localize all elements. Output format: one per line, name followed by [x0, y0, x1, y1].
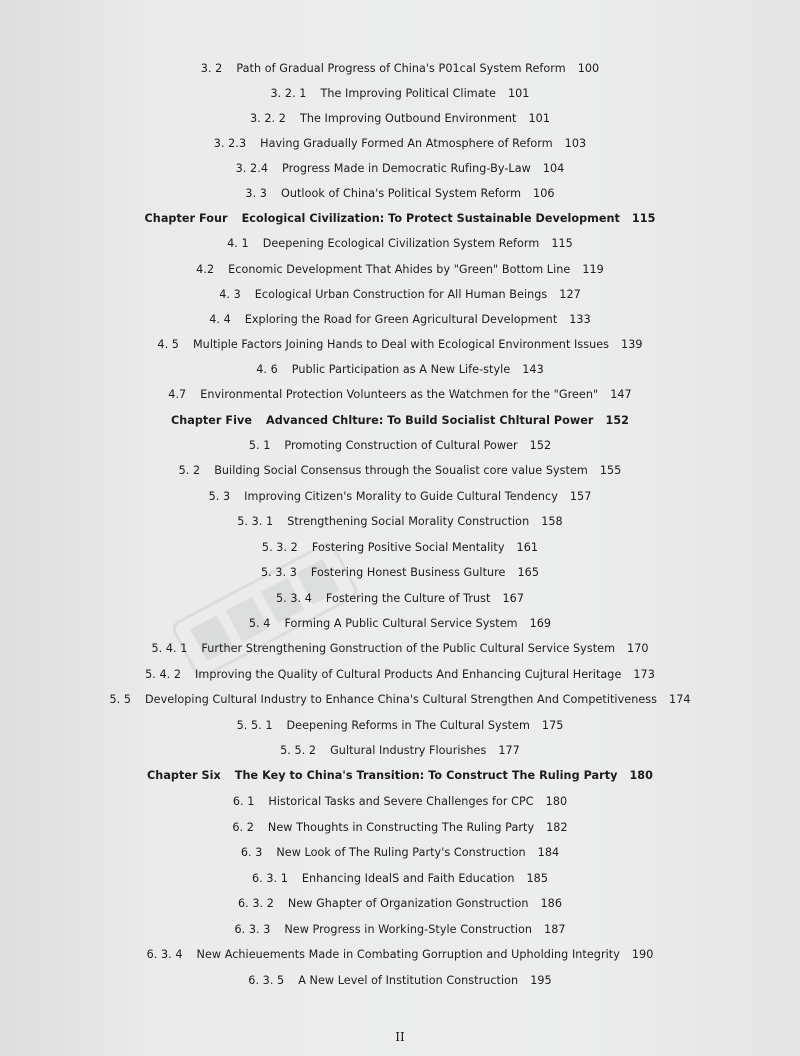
toc-entry-title: Ecological Civilization: To Protect Sustainable Development	[241, 212, 620, 225]
toc-entry-number: 3. 3	[245, 187, 267, 200]
toc-entry-number: 5. 3	[208, 490, 231, 503]
toc-entry-title: New Look of The Ruling Party's Construction	[276, 846, 526, 859]
toc-entry-title: Progress Made in Democratic Rufing-By-Law	[282, 162, 531, 175]
toc-entry-page: 115	[631, 212, 656, 225]
toc-entry	[0, 897, 800, 911]
toc-entry-number: 6. 2	[232, 821, 254, 834]
toc-entry	[0, 668, 800, 682]
toc-entry	[0, 974, 800, 988]
toc-entry	[0, 541, 800, 555]
toc-entry-number: 4.2	[196, 263, 215, 276]
toc-entry	[0, 338, 800, 352]
toc-entry-number: 5. 5. 1	[236, 719, 273, 732]
toc-entry	[0, 187, 800, 201]
toc-entry-page: 180	[629, 769, 653, 782]
toc-entry	[0, 464, 800, 478]
toc-entry-page: 170	[627, 642, 649, 655]
toc-entry-title: New Achieuements Made in Combating Gorruption and Upholding Integrity	[196, 948, 620, 961]
toc-entry-page: 174	[669, 693, 691, 706]
toc-entry-title: Enhancing IdealS and Faith Education	[301, 872, 515, 885]
toc-entry-number: 3. 2.4	[235, 162, 268, 175]
toc-entry-number: 6. 3. 4	[146, 948, 183, 961]
toc-entry-number: 4.7	[168, 388, 187, 401]
toc-entry-page: 177	[498, 744, 520, 757]
toc-entry-number: 5. 2	[178, 464, 201, 477]
toc-entry	[0, 490, 800, 504]
toc-entry	[0, 642, 800, 656]
toc-entry	[0, 923, 800, 937]
toc-entry-page: 115	[551, 237, 573, 250]
toc-entry-page: 169	[529, 617, 552, 630]
toc-entry-page: 182	[546, 821, 568, 834]
toc-entry-page: 139	[621, 338, 643, 351]
toc-entry-title: New Ghapter of Organization Gonstruction	[287, 897, 529, 910]
toc-entry-title: Deepening Ecological Civilization System Reform	[262, 237, 540, 250]
toc-entry	[0, 846, 800, 860]
toc-entry-title: Further Strengthening Gonstruction of the Public Cultural Service System	[201, 642, 616, 655]
toc-entry-number: 5. 4. 2	[145, 668, 182, 681]
toc-entry-title: Improving the Quality of Cultural Products And Enhancing Cujtural Heritage	[195, 668, 622, 681]
toc-entry-number: 6. 3. 2	[237, 897, 274, 910]
toc-entry-number: 5. 4	[248, 617, 271, 630]
toc-entry	[0, 62, 800, 76]
toc-entry-number: 6. 3	[240, 846, 263, 859]
toc-entry-page: 187	[544, 923, 566, 936]
toc-entry-number: 5. 1	[248, 439, 271, 452]
toc-entry	[0, 948, 800, 962]
toc-entry-title: The Improving Outbound Environment	[299, 112, 517, 125]
toc-entry-number: Chapter Four	[144, 212, 228, 225]
toc-entry-title: New Thoughts in Constructing The Ruling Party	[267, 821, 535, 834]
toc-entry-page: 190	[631, 948, 654, 961]
toc-entry-title: Improving Citizen's Morality to Guide Cultural Tendency	[244, 490, 558, 503]
toc-entry-title: Advanced Chlture: To Build Socialist Chltural Power	[266, 414, 594, 427]
toc-entry-page: 101	[507, 87, 530, 100]
toc-entry	[0, 566, 800, 580]
toc-entry-page: 157	[569, 490, 592, 503]
toc-entry-title: Environmental Protection Volunteers as the Watchmen for the "Green"	[200, 388, 599, 401]
toc-entry-title: Gultural Industry Flourishes	[330, 744, 487, 757]
toc-entry-page: 101	[528, 112, 550, 125]
toc-entry-number: Chapter Six	[147, 769, 221, 782]
toc-entry-number: 4. 4	[209, 313, 231, 326]
toc-entry-title: Economic Development That Ahides by "Green" Bottom Line	[228, 263, 571, 276]
toc-entry-page: 185	[526, 872, 549, 885]
toc-chapter-heading	[0, 414, 800, 428]
toc-entry-number: 6. 3. 5	[248, 974, 285, 987]
toc-entry	[0, 363, 800, 377]
toc-entry-number: 4. 5	[157, 338, 179, 351]
toc-entry-page: 158	[541, 515, 563, 528]
toc-entry-title: Forming A Public Cultural Service System	[284, 617, 518, 630]
toc-entry	[0, 112, 800, 126]
toc-entry	[0, 237, 800, 251]
toc-entry-title: New Progress in Working-Style Construction	[284, 923, 533, 936]
toc-entry-page: 152	[605, 414, 630, 427]
toc-entry-title: The Key to China's Transition: To Construct The Ruling Party	[234, 769, 618, 782]
toc-entry-number: 5. 3. 1	[237, 515, 274, 528]
toc-entry	[0, 592, 800, 606]
toc-entry-title: Strengthening Social Morality Construction	[287, 515, 530, 528]
toc-entry-title: Historical Tasks and Severe Challenges for CPC	[268, 795, 534, 808]
toc-entry-number: 6. 3. 3	[234, 923, 271, 936]
toc-entry	[0, 313, 800, 327]
toc-entry-title: Building Social Consensus through the Soualist core value System	[214, 464, 588, 477]
toc-entry-title: Developing Cultural Industry to Enhance China's Cultural Strengthen And Competitiveness	[145, 693, 658, 706]
toc-entry	[0, 821, 800, 835]
toc-entry	[0, 137, 800, 151]
toc-entry	[0, 744, 800, 758]
toc-entry-number: 4. 1	[227, 237, 249, 250]
toc-entry	[0, 795, 800, 809]
toc-entry-page: 186	[540, 897, 563, 910]
toc-entry	[0, 693, 800, 707]
toc-entry-page: 100	[577, 62, 600, 75]
toc-entry-number: 3. 2. 1	[270, 87, 307, 100]
toc-entry	[0, 439, 800, 453]
toc-entry-title: Exploring the Road for Green Agricultural Development	[244, 313, 558, 326]
toc-entry-title: The Improving Political Climate	[320, 87, 496, 100]
toc-entry-page: 184	[537, 846, 560, 859]
toc-entry-page: 175	[541, 719, 564, 732]
toc-entry	[0, 388, 800, 402]
page-number: II	[395, 1030, 405, 1044]
toc-entry-number: Chapter Five	[170, 414, 252, 427]
toc-entry-page: 161	[516, 541, 539, 554]
toc-entry-number: 5. 3. 2	[261, 541, 298, 554]
toc-entry-number: 5. 3. 4	[275, 592, 312, 605]
toc-entry-page: 103	[564, 137, 587, 150]
toc-entry-title: Multiple Factors Joining Hands to Deal with Ecological Environment Issues	[192, 338, 610, 351]
toc-entry-page: 180	[545, 795, 568, 808]
toc-entry-number: 6. 3. 1	[251, 872, 288, 885]
toc-entry-number: 5. 5	[109, 693, 131, 706]
toc-entry-page: 173	[633, 668, 655, 681]
toc-entry-page: 147	[610, 388, 632, 401]
toc-entry-title: Fostering Positive Social Mentality	[311, 541, 505, 554]
toc-entry-page: 133	[569, 313, 591, 326]
toc-entry-page: 195	[530, 974, 552, 987]
toc-entry	[0, 263, 800, 277]
toc-entry-page: 167	[502, 592, 525, 605]
toc-entry-number: 3. 2.3	[213, 137, 247, 150]
toc-entry	[0, 515, 800, 529]
toc-entry	[0, 87, 800, 101]
toc-entry-title: Outlook of China's Political System Reform	[280, 187, 522, 200]
toc-entry-page: 119	[582, 263, 604, 276]
toc-chapter-heading	[0, 212, 800, 226]
toc-entry-number: 4. 3	[219, 288, 241, 301]
toc-entry-number: 5. 4. 1	[151, 642, 188, 655]
toc-entry-number: 5. 3. 3	[260, 566, 297, 579]
toc-entry	[0, 162, 800, 176]
toc-entry-title: Path of Gradual Progress of China's P01cal System Reform	[236, 62, 566, 75]
toc-entry-page: 152	[529, 439, 552, 452]
toc-chapter-heading	[0, 769, 800, 783]
toc-entry-page: 143	[522, 363, 544, 376]
toc-entry	[0, 719, 800, 733]
toc-entry-page: 106	[533, 187, 555, 200]
toc-entry-number: 5. 5. 2	[280, 744, 317, 757]
toc-entry-title: Ecological Urban Construction for All Human Beings	[254, 288, 548, 301]
toc-entry	[0, 288, 800, 302]
toc-entry-title: Fostering Honest Business Gulture	[310, 566, 506, 579]
toc-entry-title: Deepening Reforms in The Cultural System	[286, 719, 530, 732]
toc-entry-page: 104	[542, 162, 565, 175]
toc-entry-number: 4. 6	[256, 363, 278, 376]
toc-entry-title: Fostering the Culture of Trust	[325, 592, 491, 605]
toc-entry-number: 3. 2	[200, 62, 223, 75]
toc-entry-title: A New Level of Institution Construction	[298, 974, 519, 987]
toc-entry-page: 165	[517, 566, 539, 579]
toc-entry-title: Having Gradually Formed An Atmosphere of Reform	[260, 137, 553, 150]
toc-entry-page: 127	[559, 288, 581, 301]
toc-entry-title: Promoting Construction of Cultural Power	[284, 439, 518, 452]
toc-entry	[0, 872, 800, 886]
toc-entry-number: 6. 1	[232, 795, 255, 808]
toc-entry	[0, 617, 800, 631]
toc-entry-page: 155	[599, 464, 622, 477]
toc-entry-title: Public Participation as A New Life-style	[291, 363, 511, 376]
toc-entry-number: 3. 2. 2	[250, 112, 286, 125]
